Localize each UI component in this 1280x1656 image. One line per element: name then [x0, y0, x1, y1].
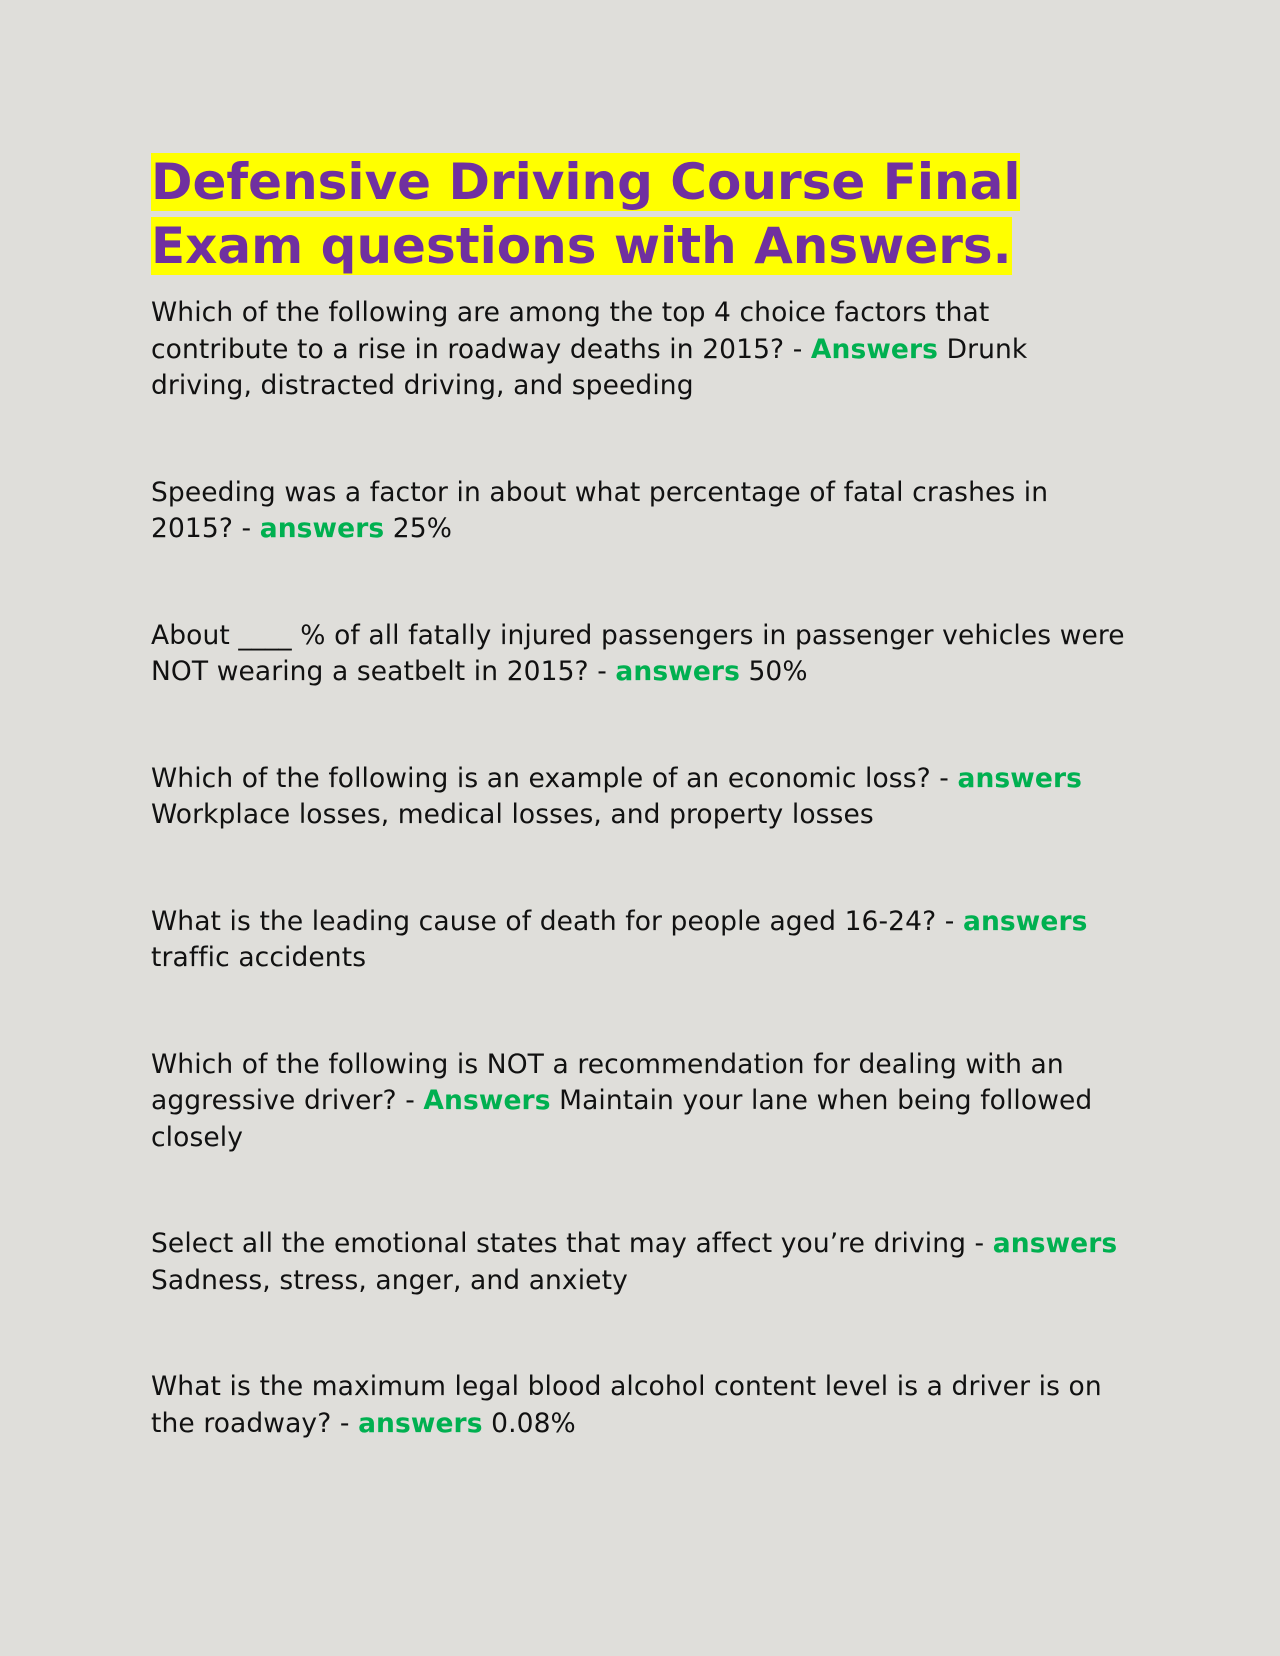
- answer-label: answers: [358, 1407, 483, 1439]
- qa-item-1: [151, 295, 1131, 405]
- document-page: [151, 150, 1131, 1442]
- qa-item-8: [151, 1369, 1131, 1442]
- answer-text: traffic accidents: [151, 942, 367, 973]
- answer-text: 50%: [739, 656, 808, 687]
- answer-label: Answers: [423, 1085, 551, 1116]
- answer-label: answers: [957, 762, 1083, 794]
- qa-item-3: [151, 618, 1131, 691]
- answer-label: answers: [962, 905, 1088, 937]
- answer-label: Answers: [810, 333, 939, 365]
- answer-label: answers: [992, 1228, 1118, 1259]
- answer-text: 0.08%: [482, 1407, 576, 1439]
- qa-item-7: [151, 1226, 1131, 1299]
- answer-text: Maintain your lane when being followed closely: [151, 1085, 1093, 1153]
- title-highlight: Defensive Driving Course Final Exam questions with Answers.: [151, 153, 1021, 275]
- answer-text: Workplace losses, medical losses, and property losses: [151, 799, 874, 830]
- answer-label: answers: [259, 513, 385, 544]
- question-text: What is the maximum legal blood alcohol content level is a driver is on the roadway? -: [151, 1371, 1102, 1439]
- answer-label: answers: [615, 656, 740, 687]
- question-text: What is the leading cause of death for people aged 16-24? -: [151, 905, 963, 937]
- question-text: Which of the following is NOT a recommendation for dealing with an aggressive driver? -: [151, 1048, 1064, 1116]
- question-text: Which of the following are among the top 4 choice factors that contribute to a rise in roadway deaths in 2015? -: [151, 297, 990, 365]
- qa-item-4: [151, 761, 1131, 834]
- question-text: Which of the following is an example of an economic loss? -: [151, 762, 958, 794]
- question-text: Select all the emotional states that may affect you’re driving -: [151, 1228, 993, 1259]
- question-text: Speeding was a factor in about what percentage of fatal crashes in 2015? -: [151, 476, 1049, 544]
- document-title: [151, 150, 1131, 278]
- answer-text: Drunk driving, distracted driving, and speeding: [151, 333, 1028, 401]
- qa-item-5: [151, 904, 1131, 977]
- qa-item-6: [151, 1047, 1131, 1157]
- answer-text: 25%: [384, 513, 452, 544]
- qa-item-2: [151, 475, 1131, 548]
- question-text: About ____ % of all fatally injured passengers in passenger vehicles were NOT wearing a seatbelt in 2015? -: [151, 619, 1125, 687]
- answer-text: Sadness, stress, anger, and anxiety: [151, 1264, 628, 1296]
